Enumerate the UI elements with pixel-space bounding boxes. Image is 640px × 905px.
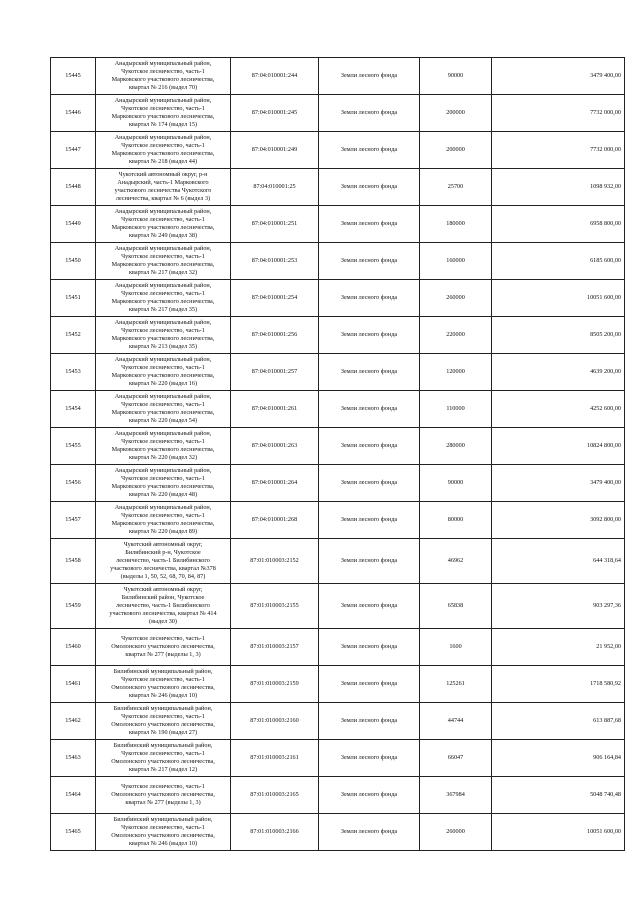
plot-location — [96, 169, 231, 206]
plot-location — [96, 539, 231, 584]
table-row — [51, 132, 625, 169]
land-category: Земли лесного фонда — [319, 169, 420, 206]
land-category: Земли лесного фонда — [319, 539, 420, 584]
plot-location-line: квартал № 174 (выдел 15) — [128, 120, 197, 128]
plot-location-line: Чукотское лесничество, часть-1 — [121, 475, 205, 483]
plot-location-line: квартал № 217 (выдел 32) — [128, 268, 197, 276]
plot-location-line: квартал № 249 (выдел 38) — [128, 231, 197, 239]
plot-location-line: квартал № 277 (выделы 1, 3) — [125, 798, 201, 806]
plot-location-line: Анадырский муниципальный район, — [114, 356, 212, 364]
table-row — [51, 703, 625, 740]
table-row — [51, 629, 625, 666]
cadastral-number: 87:04:010001:257 — [231, 354, 319, 391]
plot-location-line: лесничество, часть-1 Билибинского — [116, 602, 210, 610]
plot-location — [96, 814, 231, 851]
plot-location-line: Чукотское лесничество, часть-1 — [121, 68, 205, 76]
cadastral-number: 87:04:010001:263 — [231, 428, 319, 465]
plot-location-line: квартал № 213 (выдел 35) — [128, 342, 197, 350]
plot-area: 66047 — [420, 740, 492, 777]
row-number: 15446 — [51, 95, 96, 132]
land-category: Земли лесного фонда — [319, 391, 420, 428]
plot-location-line: Чукотское лесничество, часть-1 — [121, 713, 205, 721]
cadastral-number: 87:04:010001:251 — [231, 206, 319, 243]
cadastral-number: 87:04:010001:244 — [231, 58, 319, 95]
plot-area: 260000 — [420, 280, 492, 317]
row-number: 15448 — [51, 169, 96, 206]
cadastral-value: 6958 800,00 — [492, 206, 625, 243]
table-row — [51, 391, 625, 428]
row-number: 15451 — [51, 280, 96, 317]
plot-location-line: Марковского участкового лесничества, — [111, 446, 215, 453]
cadastral-value: 644 318,64 — [492, 539, 625, 584]
plot-location-line: Чукотское лесничество, часть-1 — [121, 401, 205, 409]
land-category: Земли лесного фонда — [319, 428, 420, 465]
plot-area: 90000 — [420, 58, 492, 95]
row-number: 15449 — [51, 206, 96, 243]
cadastral-number: 87:04:010001:253 — [231, 243, 319, 280]
plot-location-line: Чукотское лесничество, часть-1 — [121, 635, 205, 643]
cadastral-number: 87:01:010003:2159 — [231, 666, 319, 703]
table-row — [51, 777, 625, 814]
table-row — [51, 428, 625, 465]
plot-location-line: квартал № 220 (выдел 89) — [128, 527, 197, 535]
plot-area: 160000 — [420, 243, 492, 280]
plot-location — [96, 391, 231, 428]
cadastral-value: 3479 400,00 — [492, 58, 625, 95]
plot-location-line: квартал № 220 (выдел 32) — [128, 453, 197, 461]
plot-location-line: Омолонского участкового лесничества, — [111, 758, 215, 765]
table-row — [51, 58, 625, 95]
plot-location-line: Анадырский муниципальный район, — [114, 134, 212, 142]
plot-location — [96, 317, 231, 354]
plot-location-line: Анадырский муниципальный район, — [114, 208, 212, 216]
plot-location-line: Омолонского участкового лесничества, — [111, 721, 215, 728]
plot-location-line: Омолонского участкового лесничества, — [111, 643, 215, 651]
plot-location — [96, 465, 231, 502]
plot-location-line: Чукотское лесничество, часть-1 — [121, 438, 205, 446]
plot-location-line: участкового лесничества Чукотского — [114, 187, 212, 194]
cadastral-value: 7732 000,00 — [492, 132, 625, 169]
plot-location-line: Марковского участкового лесничества, — [111, 520, 215, 527]
cadastral-value: 3092 800,00 — [492, 502, 625, 539]
cadastral-value: 5048 740,48 — [492, 777, 625, 814]
cadastral-value: 10824 800,00 — [492, 428, 625, 465]
plot-location-line: лесничества, квартал № 6 (выдел 3) — [115, 194, 211, 202]
plot-location-line: Билибинский муниципальный район, — [113, 668, 213, 676]
row-number: 15459 — [51, 584, 96, 629]
table-row — [51, 539, 625, 584]
plot-location-line: Анадырский муниципальный район, — [114, 319, 212, 327]
cadastral-number: 87:01:010003:2157 — [231, 629, 319, 666]
land-category: Земли лесного фонда — [319, 58, 420, 95]
table-row — [51, 502, 625, 539]
land-category: Земли лесного фонда — [319, 465, 420, 502]
plot-location-line: (выдел 30) — [149, 617, 177, 625]
plot-area: 120000 — [420, 354, 492, 391]
plot-location — [96, 206, 231, 243]
plot-area: 200000 — [420, 132, 492, 169]
cadastral-number: 87:01:010003:2155 — [231, 584, 319, 629]
cadastral-value: 21 952,00 — [492, 629, 625, 666]
table-row — [51, 280, 625, 317]
row-number: 15456 — [51, 465, 96, 502]
cadastral-value: 3479 400,00 — [492, 465, 625, 502]
land-category: Земли лесного фонда — [319, 502, 420, 539]
row-number: 15457 — [51, 502, 96, 539]
plot-location-line: Анадырский муниципальный район, — [114, 504, 212, 512]
plot-location-line: Марковского участкового лесничества, — [111, 409, 215, 416]
plot-area: 280000 — [420, 428, 492, 465]
cadastral-number: 87:01:010003:2160 — [231, 703, 319, 740]
plot-location-line: квартал № 190 (выдел 27) — [128, 728, 197, 736]
plot-location — [96, 132, 231, 169]
plot-location-line: квартал № 246 (выдел 10) — [128, 691, 197, 699]
cadastral-value: 1098 932,00 — [492, 169, 625, 206]
plot-area: 25700 — [420, 169, 492, 206]
plot-location — [96, 740, 231, 777]
plot-location — [96, 280, 231, 317]
plot-location-line: Билибинский муниципальный район, — [113, 705, 213, 713]
cadastral-number: 87:01:010003:2161 — [231, 740, 319, 777]
plot-location-line: Чукотское лесничество, часть-1 — [121, 105, 205, 113]
plot-location-line: участкового лесничества, квартал № 414 — [109, 609, 217, 617]
plot-location — [96, 584, 231, 629]
cadastral-number: 87:01:010003:2166 — [231, 814, 319, 851]
plot-location-line: Анадырский муниципальный район, — [114, 282, 212, 290]
plot-location-line: Марковского участкового лесничества, — [111, 261, 215, 268]
plot-location-line: квартал № 218 (выдел 44) — [128, 157, 197, 165]
plot-location-line: Чукотское лесничество, часть-1 — [121, 676, 205, 684]
row-number: 15463 — [51, 740, 96, 777]
land-category: Земли лесного фонда — [319, 814, 420, 851]
plot-location-line: участкового лесничества, квартал №378 — [110, 564, 216, 572]
land-category: Земли лесного фонда — [319, 703, 420, 740]
land-category: Земли лесного фонда — [319, 777, 420, 814]
cadastral-value: 10051 600,00 — [492, 280, 625, 317]
plot-location — [96, 502, 231, 539]
cadastral-number: 87:04:010001:254 — [231, 280, 319, 317]
plot-location-line: Чукотский автономный округ, — [123, 586, 203, 594]
plot-area: 200000 — [420, 95, 492, 132]
plot-location — [96, 629, 231, 666]
plot-location — [96, 703, 231, 740]
plot-location-line: Чукотское лесничество, часть-1 — [121, 364, 205, 372]
plot-location-line: Билибинский муниципальный район, — [113, 742, 213, 750]
table-row — [51, 169, 625, 206]
plot-location-line: квартал № 246 (выдел 10) — [128, 839, 197, 847]
plot-location-line: Билибинский муниципальный район, — [113, 816, 213, 824]
cadastral-value: 4252 600,00 — [492, 391, 625, 428]
row-number: 15447 — [51, 132, 96, 169]
plot-location-line: Чукотское лесничество, часть-1 — [121, 142, 205, 150]
plot-location-line: квартал № 220 (выдел 48) — [128, 490, 197, 498]
row-number: 15458 — [51, 539, 96, 584]
cadastral-number: 87:04:010001:256 — [231, 317, 319, 354]
plot-location-line: лесничество, часть-1 Билибинского — [116, 557, 210, 565]
row-number: 15454 — [51, 391, 96, 428]
cadastral-number: 87:04:010001:264 — [231, 465, 319, 502]
row-number: 15462 — [51, 703, 96, 740]
plot-area: 220000 — [420, 317, 492, 354]
plot-location-line: Чукотский автономный округ, р-н — [118, 171, 208, 179]
cadastral-number: 87:04:010001:261 — [231, 391, 319, 428]
land-category: Земли лесного фонда — [319, 666, 420, 703]
land-category: Земли лесного фонда — [319, 132, 420, 169]
plot-area: 367984 — [420, 777, 492, 814]
cadastral-number: 87:01:010003:2152 — [231, 539, 319, 584]
table-row — [51, 354, 625, 391]
table-row — [51, 814, 625, 851]
table-body — [51, 58, 625, 851]
plot-location-line: Анадырский муниципальный район, — [114, 393, 212, 401]
table-row — [51, 243, 625, 280]
plot-location-line: Марковского участкового лесничества, — [111, 483, 215, 490]
plot-area: 1600 — [420, 629, 492, 666]
plot-location-line: Марковского участкового лесничества, — [111, 224, 215, 231]
cadastral-value: 613 887,68 — [492, 703, 625, 740]
plot-location — [96, 58, 231, 95]
cadastral-number: 87:04:010001:268 — [231, 502, 319, 539]
table-row — [51, 465, 625, 502]
table-row — [51, 317, 625, 354]
plot-location-line: Анадырский муниципальный район, — [114, 245, 212, 253]
row-number: 15445 — [51, 58, 96, 95]
plot-location-line: Билибинский район, Чукотское — [121, 594, 205, 602]
land-category: Земли лесного фонда — [319, 354, 420, 391]
plot-location-line: Марковского участкового лесничества, — [111, 372, 215, 379]
plot-location-line: квартал № 217 (выдел 12) — [128, 765, 197, 773]
land-plots-table — [50, 57, 625, 851]
plot-location-line: Марковского участкового лесничества, — [111, 76, 215, 83]
plot-location-line: квартал № 217 (выдел 35) — [128, 305, 197, 313]
plot-location-line: Марковского участкового лесничества, — [111, 298, 215, 305]
plot-location-line: квартал № 277 (выделы 1, 3) — [125, 650, 201, 658]
plot-location-line: Билибинский р-н, Чукотское — [125, 549, 201, 557]
table-row — [51, 95, 625, 132]
plot-area: 260000 — [420, 814, 492, 851]
plot-location-line: Чукотское лесничество, часть-1 — [121, 253, 205, 261]
land-category: Земли лесного фонда — [319, 317, 420, 354]
plot-location-line: Омолонского участкового лесничества, — [111, 832, 215, 839]
cadastral-value: 7732 000,00 — [492, 95, 625, 132]
table-row — [51, 740, 625, 777]
plot-location-line: Чукотское лесничество, часть-1 — [121, 216, 205, 224]
cadastral-value: 6185 600,00 — [492, 243, 625, 280]
plot-location-line: Омолонского участкового лесничества, — [111, 684, 215, 691]
row-number: 15455 — [51, 428, 96, 465]
row-number: 15461 — [51, 666, 96, 703]
row-number: 15460 — [51, 629, 96, 666]
plot-location-line: Чукотское лесничество, часть-1 — [121, 750, 205, 758]
plot-location-line: Марковского участкового лесничества, — [111, 335, 215, 342]
cadastral-value: 903 297,36 — [492, 584, 625, 629]
land-category: Земли лесного фонда — [319, 629, 420, 666]
row-number: 15452 — [51, 317, 96, 354]
plot-location-line: Анадырский муниципальный район, — [114, 430, 212, 438]
land-category: Земли лесного фонда — [319, 280, 420, 317]
cadastral-value: 8505 200,00 — [492, 317, 625, 354]
plot-area: 80000 — [420, 502, 492, 539]
row-number: 15465 — [51, 814, 96, 851]
plot-location-line: квартал № 220 (выдел 54) — [128, 416, 197, 424]
plot-location-line: Анадырский муниципальный район, — [114, 60, 212, 68]
land-category: Земли лесного фонда — [319, 740, 420, 777]
plot-location-line: Марковского участкового лесничества, — [111, 150, 215, 157]
plot-location — [96, 243, 231, 280]
table-row — [51, 584, 625, 629]
cadastral-value: 906 164,84 — [492, 740, 625, 777]
cadastral-number: 87:01:010003:2165 — [231, 777, 319, 814]
plot-location-line: Омолонского участкового лесничества, — [111, 791, 215, 799]
plot-location-line: Анадырский муниципальный район, — [114, 467, 212, 475]
table-row — [51, 666, 625, 703]
plot-location — [96, 95, 231, 132]
land-category: Земли лесного фонда — [319, 206, 420, 243]
land-category: Земли лесного фонда — [319, 584, 420, 629]
cadastral-value: 10051 600,00 — [492, 814, 625, 851]
plot-location-line: Марковского участкового лесничества, — [111, 113, 215, 120]
plot-location-line: Чукотское лесничество, часть-1 — [121, 783, 205, 791]
plot-location-line: (выделы 1, 50, 52, 68, 70, 84, 87) — [120, 572, 206, 580]
row-number: 15450 — [51, 243, 96, 280]
plot-area: 44744 — [420, 703, 492, 740]
plot-area: 65838 — [420, 584, 492, 629]
plot-location — [96, 428, 231, 465]
plot-area: 110000 — [420, 391, 492, 428]
plot-area: 90000 — [420, 465, 492, 502]
row-number: 15464 — [51, 777, 96, 814]
plot-area: 46962 — [420, 539, 492, 584]
cadastral-number: 87:04:010001:249 — [231, 132, 319, 169]
cadastral-value: 4639 200,00 — [492, 354, 625, 391]
table-row — [51, 206, 625, 243]
cadastral-value: 1718 580,92 — [492, 666, 625, 703]
plot-location-line: Анадырский, часть-1 Марковского — [117, 179, 209, 187]
plot-area: 125261 — [420, 666, 492, 703]
plot-location-line: квартал № 216 (выдел 70) — [128, 83, 197, 91]
plot-location-line: Чукотское лесничество, часть-1 — [121, 327, 205, 335]
plot-location — [96, 666, 231, 703]
plot-location-line: Чукотское лесничество, часть-1 — [121, 512, 205, 520]
plot-location — [96, 777, 231, 814]
plot-location-line: Чукотское лесничество, часть-1 — [121, 290, 205, 298]
plot-location-line: Чукотский автономный округ, — [123, 541, 203, 549]
plot-area: 180000 — [420, 206, 492, 243]
land-category: Земли лесного фонда — [319, 243, 420, 280]
plot-location-line: Чукотское лесничество, часть-1 — [121, 824, 205, 832]
plot-location-line: Анадырский муниципальный район, — [114, 97, 212, 105]
cadastral-number: 87:04:010001:25 — [231, 169, 319, 206]
plot-location-line: квартал № 220 (выдел 16) — [128, 379, 197, 387]
cadastral-number: 87:04:010001:245 — [231, 95, 319, 132]
row-number: 15453 — [51, 354, 96, 391]
plot-location — [96, 354, 231, 391]
land-category: Земли лесного фонда — [319, 95, 420, 132]
